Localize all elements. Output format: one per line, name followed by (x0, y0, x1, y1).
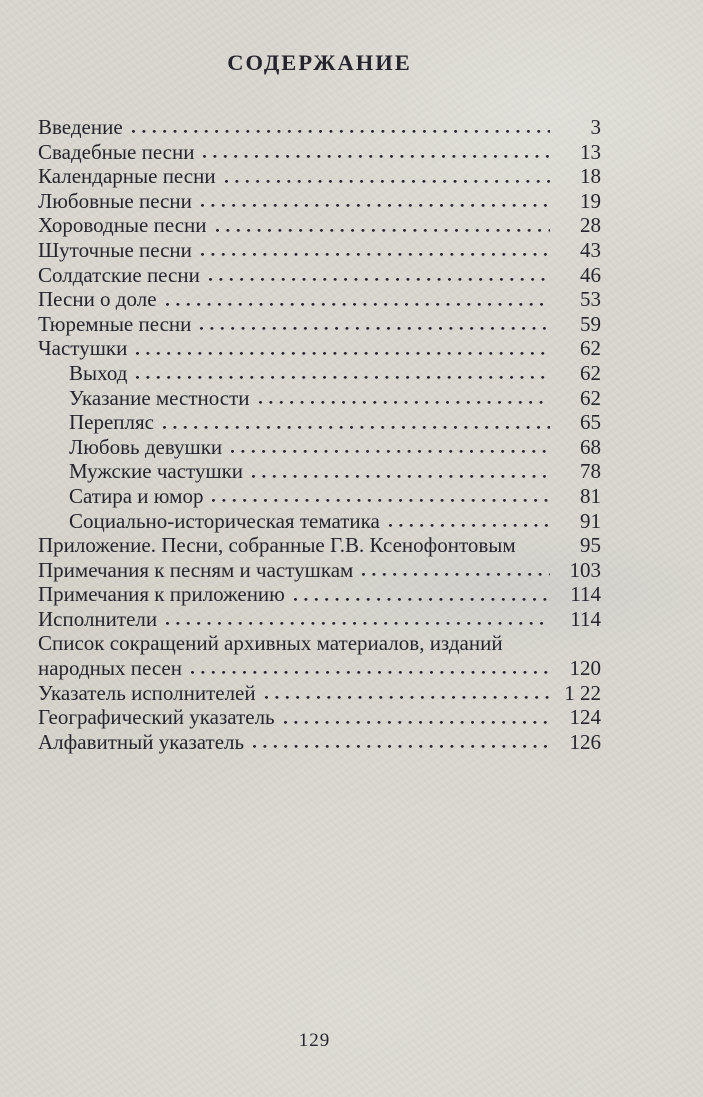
dot-leader (201, 189, 550, 214)
dot-leader (252, 459, 550, 484)
toc-entry-label: Частушки (38, 336, 128, 361)
toc-entry (38, 558, 601, 583)
toc-entry (38, 336, 601, 361)
dot-leader (166, 607, 550, 632)
toc-entry-page-number: 81 (580, 483, 601, 508)
dot-leader (132, 115, 550, 140)
footer-page-number: 129 (298, 1030, 331, 1051)
toc-entry-label: Свадебные песни (38, 139, 195, 164)
dot-leader (525, 533, 550, 558)
toc-entry-page-number: 1 22 (564, 680, 601, 705)
toc-entry-label: Алфавитный указатель (38, 729, 245, 754)
dot-leader (225, 164, 550, 189)
toc-entry (38, 459, 601, 484)
dot-leader (294, 582, 550, 607)
toc-entry-page-number: 46 (580, 262, 601, 287)
dot-leader (362, 558, 550, 583)
toc-entry (38, 435, 601, 460)
dot-leader (231, 435, 550, 460)
dot-leader (212, 484, 550, 509)
toc-entry-page-number: 126 (569, 729, 601, 754)
toc-entry-page-number: 53 (580, 287, 601, 312)
dot-leader (136, 361, 550, 386)
toc-entry (38, 730, 601, 755)
toc-entry-page-number: 59 (580, 311, 601, 336)
toc-entry-page-number: 114 (570, 606, 601, 631)
toc-entry-label: Песни о доле (38, 287, 157, 312)
dot-leader (209, 263, 550, 288)
toc-entry-page-number: 19 (580, 188, 601, 213)
toc-entry (38, 115, 601, 140)
toc-entry-label: Календарные песни (38, 164, 216, 189)
toc-entry-page-number: 124 (569, 705, 601, 730)
dot-leader (163, 410, 550, 435)
toc-entry-page-number: 28 (580, 213, 601, 238)
toc-entry (38, 705, 601, 730)
toc-entry-label: Исполнители (38, 606, 158, 631)
toc-entry (38, 533, 601, 558)
toc-entry (38, 287, 601, 312)
toc-entry-page-number: 3 (590, 115, 601, 139)
toc-entry (38, 189, 601, 214)
dot-leader (200, 312, 550, 337)
toc-entry-label: Солдатские песни (38, 262, 200, 287)
dot-leader (259, 386, 550, 411)
toc-entry-label: Социально-историческая тематика (69, 508, 380, 533)
toc-entry-label: Шуточные песни (38, 237, 192, 262)
toc-entry-page-number: 62 (580, 336, 601, 361)
toc-entry-page-number: 68 (580, 434, 601, 459)
dot-leader (203, 140, 550, 165)
toc-entry (38, 140, 601, 165)
dot-leader (284, 705, 550, 730)
toc-entry-label: Указатель исполнителей (38, 680, 256, 705)
dot-leader (265, 681, 550, 706)
toc-list (38, 115, 601, 754)
toc-entry-page-number: 120 (569, 656, 601, 681)
toc-entry-page-number: 95 (580, 533, 601, 558)
toc-entry-label: Географический указатель (38, 705, 275, 730)
toc-entry-label: Указание местности (69, 385, 250, 410)
toc-entry (38, 582, 601, 607)
toc-entry-page-number: 65 (580, 410, 601, 435)
toc-entry-page-number: 62 (580, 360, 601, 385)
toc-entry-label: Сатира и юмор (69, 483, 204, 508)
toc-entry-label: Мужские частушки (69, 459, 244, 484)
toc-entry-label: Приложение. Песни, собранные Г.В. Ксенофонтовым (38, 533, 516, 558)
toc-entry (38, 484, 601, 509)
page-title: СОДЕРЖАНИЕ (227, 50, 412, 75)
toc-entry-page-number: 18 (580, 164, 601, 189)
toc-entry-page-number: 91 (580, 508, 601, 533)
toc-entry (38, 213, 601, 238)
toc-entry-label: Любовные песни (38, 188, 192, 213)
toc-entry (38, 631, 601, 656)
toc-entry (38, 164, 601, 189)
toc-entry-label: Примечания к песням и частушкам (38, 557, 354, 582)
toc-entry (38, 361, 601, 386)
dot-leader (216, 213, 551, 238)
toc-entry-label: Хороводные песни (38, 213, 207, 238)
dot-leader (166, 287, 550, 312)
toc-entry-page-number: 62 (580, 385, 601, 410)
toc-entry (38, 509, 601, 534)
toc-entry (38, 312, 601, 337)
toc-entry-page-number: 43 (580, 237, 601, 262)
toc-entry (38, 263, 601, 288)
dot-leader (136, 336, 550, 361)
toc-entry (38, 410, 601, 435)
toc-entry-label: народных песен (38, 656, 182, 681)
toc-entry-label: Список сокращений архивных материалов, изданий (38, 631, 503, 656)
toc-entry (38, 238, 601, 263)
dot-leader (201, 238, 550, 263)
toc-entry (38, 681, 601, 706)
toc-entry-page-number: 13 (580, 139, 601, 164)
toc-entry-label: Введение (38, 115, 123, 139)
toc-entry (38, 656, 601, 681)
toc-entry-page-number: 78 (580, 459, 601, 484)
toc-entry (38, 386, 601, 411)
toc-entry-label: Перепляс (69, 410, 155, 435)
toc-entry-page-number: 114 (570, 582, 601, 607)
toc-entry-label: Примечания к приложению (38, 582, 285, 607)
toc-entry (38, 607, 601, 632)
dot-leader (191, 656, 550, 681)
dot-leader (253, 730, 550, 755)
dot-leader (512, 631, 550, 656)
toc-entry-page-number: 103 (569, 557, 601, 582)
toc-entry-label: Тюремные песни (38, 311, 192, 336)
toc-entry-label: Любовь девушки (69, 434, 223, 459)
dot-leader (389, 509, 550, 534)
toc-entry-label: Выход (69, 360, 128, 385)
